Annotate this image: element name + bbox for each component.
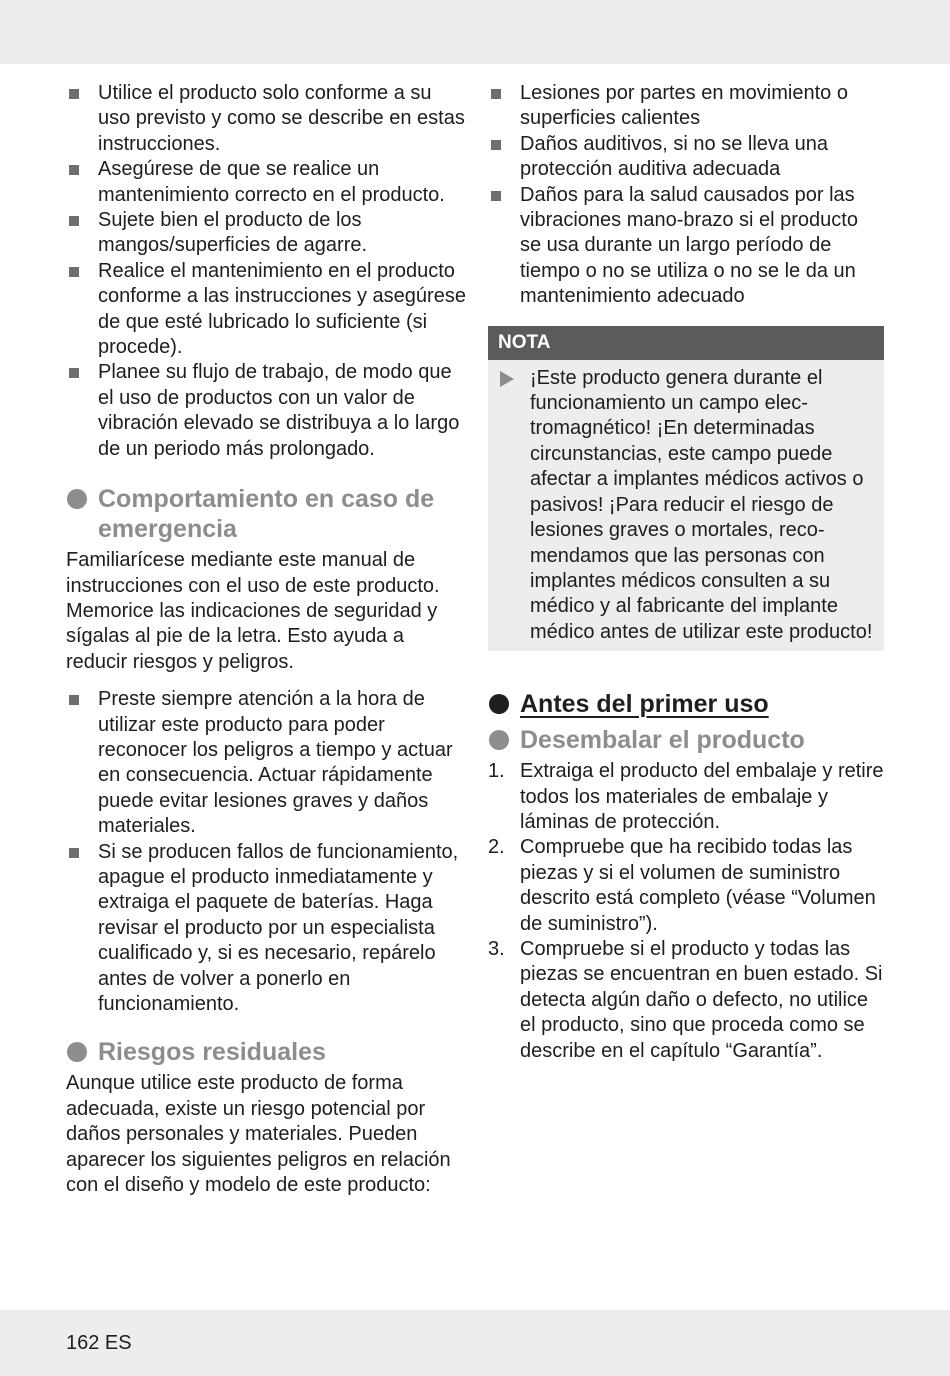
unpack-steps — [488, 759, 884, 1064]
list-item: Sujete bien el producto de los mangos/superficies de agarre. — [66, 208, 466, 259]
list-item: Utilice el producto solo conforme a su uso previsto y como se describe en estas instrucciones. — [66, 81, 466, 157]
square-bullet-icon — [69, 848, 79, 858]
list-item: Lesiones por partes en movimiento o superficies calientes — [488, 81, 884, 132]
section-heading-unpack: Desembalar el producto — [488, 725, 884, 755]
circle-bullet-icon — [67, 489, 87, 509]
list-item: Preste siempre atención a la hora de utilizar este producto para poder reconocer los peligros a tiempo y actuar en consecuencia. Actuar rápidamente puede evitar lesiones graves y daños materiales. — [66, 687, 466, 839]
header-band — [0, 0, 950, 64]
square-bullet-icon — [69, 267, 79, 277]
list-item: Daños auditivos, si no se lleva una protección auditiva adecuada — [488, 132, 884, 183]
list-item: 1. Extraiga el producto del embalaje y retire todos los materiales de embalaje y láminas de protección. — [488, 760, 884, 833]
square-bullet-icon — [69, 165, 79, 175]
note-box — [488, 326, 884, 651]
right-column — [488, 81, 884, 1064]
list-item: 3. Compruebe si el producto y todas las piezas se encuentran en buen estado. Si detecta algún daño o defecto, no utilice el producto, sino que proceda como se describe en el capítulo “Garantía”. — [488, 937, 883, 1062]
safety-list — [66, 81, 466, 462]
note-header: NOTA — [488, 326, 884, 360]
square-bullet-icon — [491, 140, 501, 150]
circle-bullet-icon — [489, 730, 509, 750]
square-bullet-icon — [491, 89, 501, 99]
square-bullet-icon — [69, 216, 79, 226]
list-item: Daños para la salud causados por las vibraciones mano-brazo si el producto se usa durante un largo período de tiempo o no se utiliza o no se le da un mantenimiento adecuado — [488, 183, 884, 310]
list-item: 2. Compruebe que ha recibido todas las piezas y si el volumen de suministro descrito está completo (véase “Volumen de suministro”). — [488, 836, 876, 935]
triangle-arrow-icon — [500, 371, 514, 387]
left-column — [66, 81, 466, 1198]
list-item: Realice el mantenimiento en el producto conforme a las instrucciones y asegúrese de que esté lubricado lo suficiente (si procede). — [66, 259, 466, 361]
square-bullet-icon — [491, 191, 501, 201]
section-heading-emergency: Comportamiento en caso de emergencia — [66, 484, 466, 544]
list-item: Si se producen fallos de funcionamiento, apague el producto inmediatamente y extraiga el paquete de baterías. Haga revisar el producto por un especialista cualificado y, si es necesario, repárelo antes de volver a ponerlo en funcionamiento. — [66, 840, 466, 1018]
list-item: Planee su flujo de trabajo, de modo que el uso de productos con un valor de vibración elevado se distribuya a lo largo de un periodo más prolongado. — [66, 360, 466, 462]
footer-band — [0, 1310, 950, 1376]
emergency-intro: Familiarícese mediante este manual de instrucciones con el uso de este producto. Memorice las indicaciones de seguridad y sígalas al pie de la letra. Esto ayuda a reducir riesgos y peligros. — [66, 549, 440, 673]
note-body: ¡Este producto genera durante el funcionamiento un campo electromagnético! ¡En determinadas circunstancias, este campo puede afectar a implantes médicos activos o pasivos! ¡Para reducir el riesgo de lesiones graves o mortales, recomendamos que las personas con implantes médicos consulten a su médico y al fabricante del implante médico antes de utilizar este producto! — [488, 360, 884, 651]
square-bullet-icon — [69, 89, 79, 99]
circle-bullet-icon — [67, 1042, 87, 1062]
emergency-list — [66, 687, 466, 1017]
section-heading-residual-risks: Riesgos residuales — [66, 1037, 466, 1067]
square-bullet-icon — [69, 368, 79, 378]
residual-risks-text: Aunque utilice este producto de forma adecuada, existe un riesgo potencial por daños personales y materiales. Pueden aparecer los siguientes peligros en relación con el diseño y modelo de este producto: — [66, 1072, 451, 1197]
list-item: Asegúrese de que se realice un mantenimiento correcto en el producto. — [66, 157, 466, 208]
circle-bullet-icon — [489, 694, 509, 714]
page-number: 162 ES — [66, 1332, 132, 1354]
section-heading-before-first-use: Antes del primer uso — [488, 689, 884, 719]
risk-list — [488, 81, 884, 310]
square-bullet-icon — [69, 695, 79, 705]
